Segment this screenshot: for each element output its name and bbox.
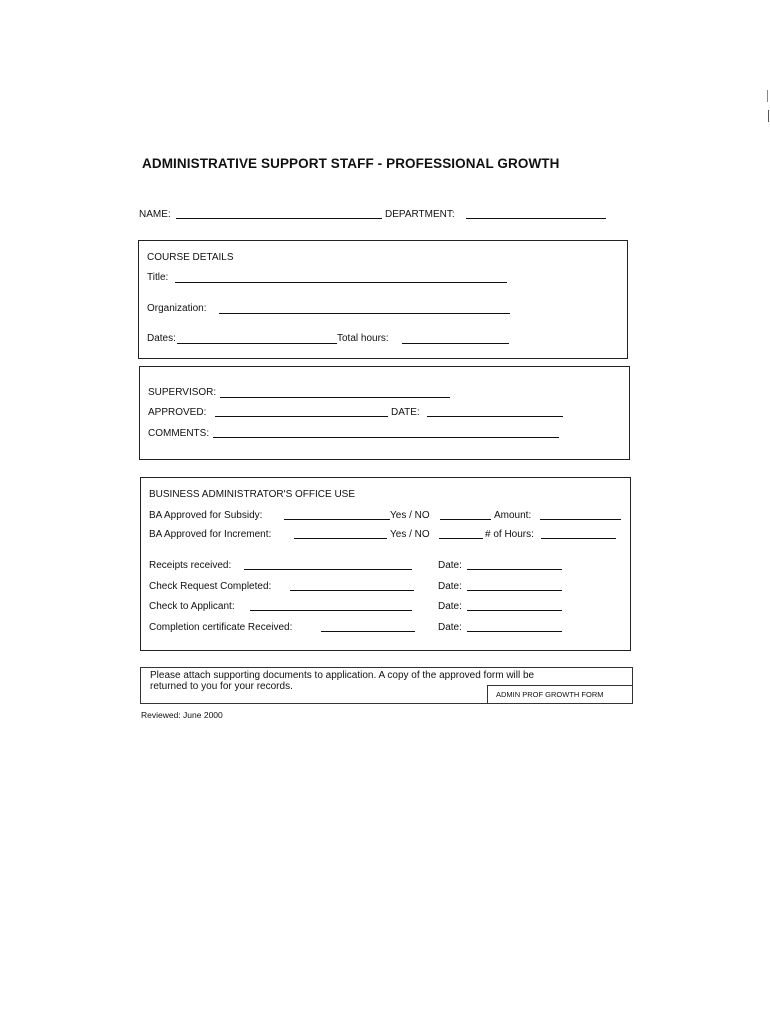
check-applicant-date-label: Date: [438, 601, 462, 612]
receipts-date-label: Date: [438, 560, 462, 571]
completion-date-field[interactable] [467, 631, 562, 632]
check-applicant-field[interactable] [250, 610, 412, 611]
comments-label: COMMENTS: [148, 428, 210, 439]
scan-edge-mark [767, 90, 768, 102]
subsidy-label: BA Approved for Subsidy: [149, 510, 263, 521]
receipts-field[interactable] [244, 569, 412, 570]
business-office-heading: BUSINESS ADMINISTRATOR'S OFFICE USE [149, 489, 356, 500]
subsidy-yes-no-field[interactable] [440, 519, 491, 520]
check-request-date-label: Date: [438, 581, 462, 592]
form-title: ADMINISTRATIVE SUPPORT STAFF - PROFESSIONAL GROWTH [142, 156, 560, 171]
check-request-date-field[interactable] [467, 590, 562, 591]
increment-field[interactable] [294, 538, 387, 539]
comments-field[interactable] [213, 437, 559, 438]
increment-yes-no-field[interactable] [439, 538, 483, 539]
dates-field[interactable] [177, 343, 337, 344]
supervisor-date-label: DATE: [391, 407, 420, 418]
organization-label: Organization: [147, 303, 207, 314]
reviewed-date: Reviewed: June 2000 [141, 710, 223, 720]
organization-field[interactable] [219, 313, 510, 314]
hours-field[interactable] [541, 538, 616, 539]
form-code: ADMIN PROF GROWTH FORM [496, 690, 604, 699]
course-title-field[interactable] [175, 282, 507, 283]
receipts-label: Receipts received: [149, 560, 232, 571]
supervisor-label: SUPERVISOR: [148, 387, 217, 398]
dates-label: Dates: [147, 333, 176, 344]
attachment-note-line2: returned to you for your records. [150, 681, 293, 692]
receipts-date-field[interactable] [467, 569, 562, 570]
check-request-field[interactable] [290, 590, 414, 591]
increment-yes-no: Yes / NO [390, 529, 430, 540]
subsidy-yes-no: Yes / NO [390, 510, 430, 521]
total-hours-label: Total hours: [337, 333, 389, 344]
check-request-label: Check Request Completed: [149, 581, 272, 592]
attachment-note-line1: Please attach supporting documents to application. A copy of the approved form will be [150, 670, 535, 681]
check-applicant-date-field[interactable] [467, 610, 562, 611]
department-field[interactable] [466, 218, 606, 219]
check-applicant-label: Check to Applicant: [149, 601, 235, 612]
increment-label: BA Approved for Increment: [149, 529, 272, 540]
hours-label: # of Hours: [485, 529, 534, 540]
completion-date-label: Date: [438, 622, 462, 633]
completion-label: Completion certificate Received: [149, 622, 293, 633]
supervisor-section [139, 366, 630, 460]
subsidy-field[interactable] [284, 519, 390, 520]
completion-field[interactable] [321, 631, 415, 632]
name-label: NAME: [139, 209, 171, 220]
supervisor-date-field[interactable] [427, 416, 563, 417]
name-field[interactable] [176, 218, 382, 219]
course-title-label: Title: [147, 272, 169, 283]
amount-field[interactable] [540, 519, 621, 520]
course-details-heading: COURSE DETAILS [147, 252, 234, 263]
department-label: DEPARTMENT: [385, 209, 455, 220]
approved-label: APPROVED: [148, 407, 207, 418]
amount-label: Amount: [494, 510, 532, 521]
total-hours-field[interactable] [402, 343, 509, 344]
approved-field[interactable] [215, 416, 388, 417]
supervisor-field[interactable] [220, 397, 450, 398]
scan-edge-mark [768, 110, 769, 122]
